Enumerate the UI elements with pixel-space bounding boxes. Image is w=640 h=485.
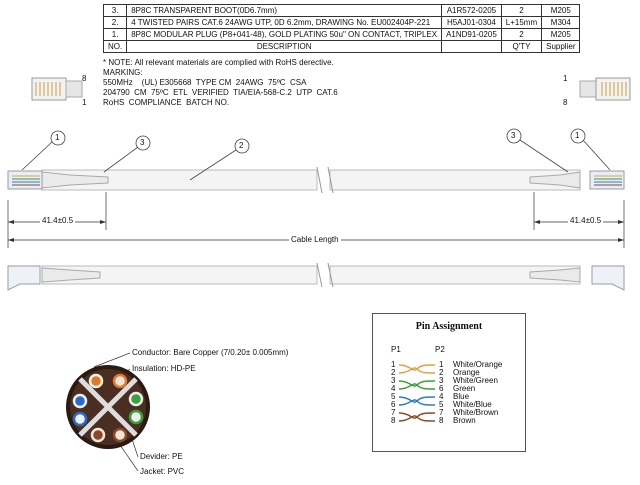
bom-row (104, 29, 580, 41)
pin-left-4: 4 (391, 384, 396, 393)
callout-1-right: 1 (575, 131, 580, 140)
bom-cell-supplier: M205 (542, 5, 580, 17)
bom-cell-no: NO. (104, 41, 127, 53)
cable-length-label: Cable Length (291, 235, 339, 244)
dim-right-label: 41.4±0.5 (570, 216, 602, 225)
bom-cell-no: 1. (104, 29, 127, 41)
pin-color-label: Green (453, 384, 476, 393)
pin-left-7: 7 (391, 408, 396, 417)
pin-color-label: Brown (453, 416, 476, 425)
plug-end-view-right (572, 72, 632, 108)
p1-label: P1 (391, 345, 401, 354)
pin-right-2: 2 (439, 368, 444, 377)
pin-left-1: 1 (391, 360, 396, 369)
bom-cell-qty: Q'TY (501, 41, 541, 53)
bom-cell-desc: 8P8C TRANSPARENT BOOT(0D6.7mm) (127, 5, 442, 17)
bom-cell-part: A1R572-0205 (442, 5, 502, 17)
pin-left-3: 3 (391, 376, 396, 385)
conductor-label: Conductor: Bare Copper (7/0.20± 0.005mm) (132, 348, 289, 357)
rohs-note: * NOTE: All relevant materials are complied with RoHS derective. MARKING: 550MHz (UL) E305668 TYPE CM 24AWG 75ºC CSA 204790 CM 75ºC ETL VERIFIED TIA/EIA-568-C.2 UTP CAT.6 RoHS COMPLIANCE BATCH NO. (103, 58, 338, 107)
pin-wire-map (373, 314, 525, 451)
pin-wire-6 (399, 400, 435, 405)
bom-cell-no: 3. (104, 5, 127, 17)
pin-wire-8 (399, 416, 435, 421)
bom-cell-supplier: M205 (542, 29, 580, 41)
pin-right-3: 3 (439, 376, 444, 385)
cable-drawing (0, 120, 640, 310)
bom-table (103, 4, 580, 53)
callout-2: 2 (239, 141, 244, 150)
pin-left-8: 8 (391, 416, 396, 425)
pin-left-5: 5 (391, 392, 396, 401)
pin-right-7: 7 (439, 408, 444, 417)
bom-cell-supplier: M304 (542, 17, 580, 29)
dim-left-label: 41.4±0.5 (42, 216, 74, 225)
bom-cell-qty: 2 (501, 5, 541, 17)
pin-wire-2 (399, 368, 435, 373)
jacket-label: Jacket: PVC (140, 467, 185, 476)
callout-3-right: 3 (511, 131, 516, 140)
pin-left-2: 2 (391, 368, 396, 377)
bom-row (104, 17, 580, 29)
plug-left-pin-top: 8 (82, 74, 87, 83)
bom-cell-qty: 2 (501, 29, 541, 41)
pin-right-8: 8 (439, 416, 444, 425)
bom-cell-desc: DESCRIPTION (127, 41, 442, 53)
cable-side-view (8, 263, 624, 290)
p2-label: P2 (435, 345, 445, 354)
callout-3: 3 (140, 138, 145, 147)
pin-color-label: White/Brown (453, 408, 499, 417)
bom-cell-desc: 4 TWISTED PAIRS CAT.6 24AWG UTP, 0D 6.2mm, DRAWING No. EU002404P-221 (127, 17, 442, 29)
plug-left-pin-bottom: 1 (82, 98, 87, 107)
bom-cell-supplier: Supplier (542, 41, 580, 53)
pin-right-6: 5 (439, 400, 444, 409)
bom-header-row (104, 41, 580, 53)
pin-color-label: White/Green (453, 376, 498, 385)
bom-cell-part: A1ND91-0205 (442, 29, 502, 41)
pin-right-4: 6 (439, 384, 444, 393)
plug-right-pin-bottom: 8 (563, 98, 568, 107)
pin-assignment-panel (372, 313, 526, 452)
plug-right-pin-top: 1 (563, 74, 568, 83)
pin-right-5: 4 (439, 392, 444, 401)
bom-cell-part (442, 41, 502, 53)
bom-cell-no: 2. (104, 17, 127, 29)
plug-end-view-left (30, 72, 90, 108)
pin-color-label: White/Blue (453, 400, 492, 409)
pin-assignment-title: Pin Assignment (415, 321, 483, 332)
pin-left-6: 6 (391, 400, 396, 409)
bom-row (104, 5, 580, 17)
pin-right-1: 1 (439, 360, 444, 369)
divider-label: Devider: PE (140, 452, 183, 461)
pin-color-label: Orange (453, 368, 480, 377)
pin-color-label: Blue (453, 392, 470, 401)
pin-color-label: White/Orange (453, 360, 503, 369)
pin-wire-4 (399, 384, 435, 389)
insulation-label: Insulation: HD-PE (132, 364, 196, 373)
callout-1: 1 (55, 133, 60, 142)
bom-cell-part: H5AJ01-0304 (442, 17, 502, 29)
bom-cell-desc: 8P8C MODULAR PLUG (P8+041-48), GOLD PLATING 50u" ON CONTACT, TRIPLEX (127, 29, 442, 41)
bom-cell-qty: L+15mm (501, 17, 541, 29)
cable-top-view (8, 167, 624, 193)
